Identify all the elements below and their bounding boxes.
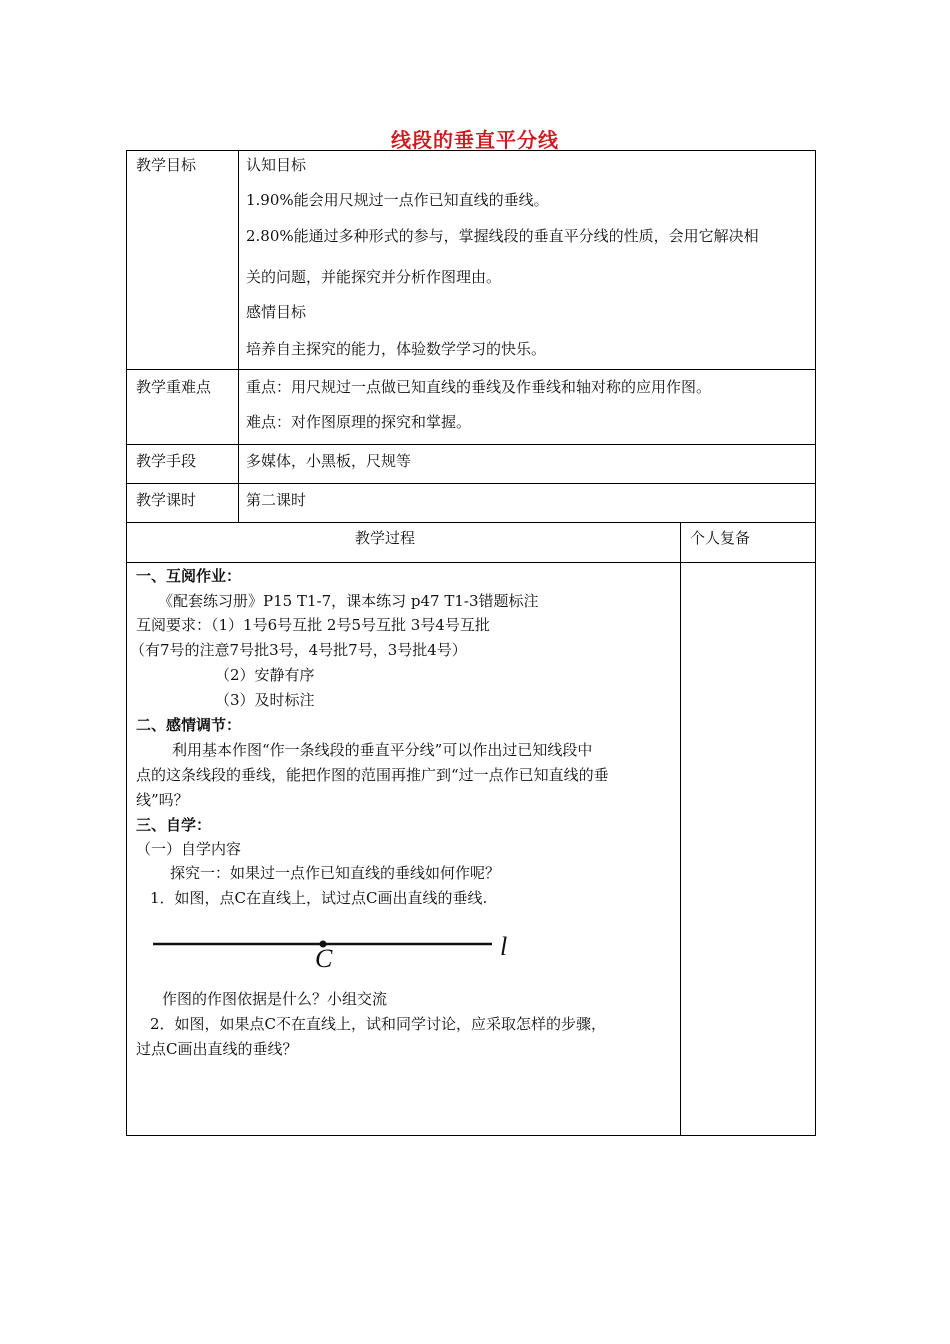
row-divider	[126, 483, 816, 484]
column-divider	[238, 150, 239, 522]
document-title: 线段的垂直平分线	[391, 128, 559, 152]
row-divider	[126, 522, 816, 523]
row-divider	[126, 562, 816, 563]
goals-line: 2.80%能通过多种形式的参与，掌握线段的垂直平分线的性质，会用它解决相	[246, 227, 759, 245]
section-heading: 三、自学：	[136, 816, 212, 834]
row-divider	[126, 369, 816, 370]
goals-line: 感情目标	[246, 303, 307, 321]
goals-line: 1.90%能会用尺规过一点作已知直线的垂线。	[246, 191, 549, 209]
process-line: 作图的作图依据是什么？小组交流	[162, 990, 388, 1008]
goals-label: 教学目标	[136, 156, 197, 174]
process-line: 《配套练习册》P15 T1-7，课本练习 p47 T1-3错题标注	[158, 592, 539, 610]
row-divider	[126, 444, 816, 445]
process-line: 点的这条线段的垂线，能把作图的范围再推广到“过一点作已知直线的垂	[136, 766, 609, 784]
process-line: 过点C画出直线的垂线？	[136, 1040, 298, 1058]
process-line: 线”吗？	[136, 791, 189, 809]
process-line: 利用基本作图“作一条线段的垂直平分线”可以作出过已知线段中	[172, 741, 593, 759]
section-heading: 二、感情调节：	[136, 716, 242, 734]
figure-point-label: C	[315, 944, 333, 973]
period-value: 第二课时	[246, 491, 307, 509]
figure-line-label: l	[500, 932, 508, 961]
goals-line: 认知目标	[246, 156, 307, 174]
column-divider	[680, 522, 681, 1136]
process-line: 2．如图，如果点C不在直线上，试和同学讨论，应采取怎样的步骤，	[150, 1015, 607, 1033]
review-header: 个人复备	[690, 529, 751, 547]
key-label: 教学重难点	[136, 378, 212, 396]
means-label: 教学手段	[136, 452, 197, 470]
process-line: （有7号的注意7号批3号，4号批7号，3号批4号）	[130, 641, 467, 659]
means-value: 多媒体，小黑板，尺规等	[246, 452, 412, 470]
process-line: 探究一：如果过一点作已知直线的垂线如何作呢？	[170, 864, 501, 882]
goals-line: 培养自主探究的能力，体验数学学习的快乐。	[246, 340, 547, 358]
process-line: （2）安静有序	[215, 666, 315, 684]
line-with-point-figure	[150, 930, 520, 974]
process-line: （3）及时标注	[215, 691, 315, 709]
process-line: 互阅要求：（1）1号6号互批 2号5号互批 3号4号互批	[136, 616, 490, 634]
section-heading: 一、互阅作业：	[136, 567, 242, 585]
key-line: 难点：对作图原理的探究和掌握。	[246, 413, 472, 431]
key-line: 重点：用尺规过一点做已知直线的垂线及作垂线和轴对称的应用作图。	[246, 378, 712, 396]
process-header: 教学过程	[355, 529, 416, 547]
goals-line: 关的问题，并能探究并分析作图理由。	[246, 268, 502, 286]
process-line: （一）自学内容	[136, 840, 242, 858]
period-label: 教学课时	[136, 491, 197, 509]
process-line: 1．如图，点C在直线上，试过点C画出直线的垂线.	[150, 889, 488, 907]
